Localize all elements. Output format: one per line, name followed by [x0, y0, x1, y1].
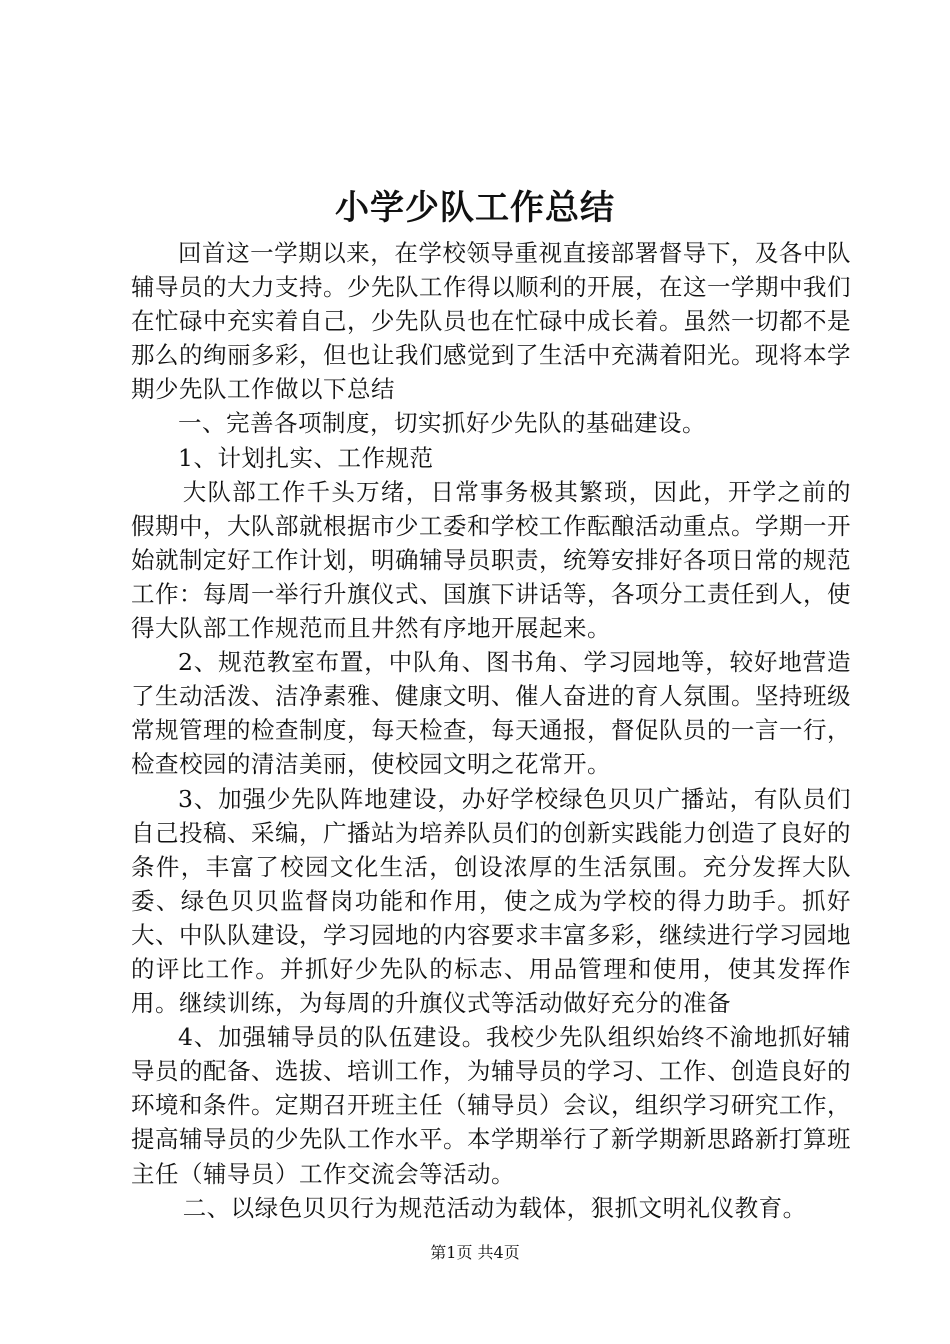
- paragraph-counselors: 4、加强辅导员的队伍建设。我校少先队组织始终不渝地抓好辅导员的配备、选拔、培训工作，为辅导员的学习、工作、创造良好的环境和条件。定期召开班主任（辅导员）会议，组织学习研究工作，提高辅导员的少先队工作水平。本学期举行了新学期新思路新打算班主任（辅导员）工作交流会等活动。: [131, 1023, 851, 1188]
- paragraph-classroom: 2、规范教室布置，中队角、图书角、学习园地等，较好地营造了生动活泼、洁净素雅、健康文明、催人奋进的育人氛围。坚持班级常规管理的检查制度，每天检查，每天通报，督促队员的一言一行，检查校园的清洁美丽，使校园文明之花常开。: [131, 648, 851, 779]
- subheading-1: 1、计划扎实、工作规范: [178, 443, 434, 472]
- paragraph-planning: 大队部工作千头万绪，日常事务极其繁琐，因此，开学之前的假期中，大队部就根据市少工委和学校工作酝酿活动重点。学期一开始就制定好工作计划，明确辅导员职责，统筹安排好各项日常的规范工作：每周一举行升旗仪式、国旗下讲话等，各项分工责任到人，使得大队部工作规范而且井然有序地开展起来。: [131, 477, 851, 643]
- document-body: [131, 236, 851, 1225]
- paragraph-broadcast: 3、加强少先队阵地建设，办好学校绿色贝贝广播站，有队员们自己投稿、采编，广播站为培养队员们的创新实践能力创造了良好的条件，丰富了校园文化生活，创设浓厚的生活氛围。充分发挥大队委、绿色贝贝监督岗功能和作用，使之成为学校的得力助手。抓好大、中队队建设，学习园地的内容要求丰富多彩，继续进行学习园地的评比工作。并抓好少先队的标志、用品管理和使用，使其发挥作用。继续训练，为每周的升旗仪式等活动做好充分的准备: [131, 784, 851, 1018]
- section-heading-1: 一、完善各项制度，切实抓好少先队的基础建设。: [178, 409, 706, 438]
- section-heading-2: 二、以绿色贝贝行为规范活动为载体，狠抓文明礼仪教育。: [182, 1193, 807, 1222]
- page-footer: 第1页 共4页: [430, 1243, 520, 1262]
- paragraph-intro: 回首这一学期以来，在学校领导重视直接部署督导下，及各中队辅导员的大力支持。少先队工作得以顺利的开展，在这一学期中我们在忙碌中充实着自己，少先队员也在忙碌中成长着。虽然一切都不是那么的绚丽多彩，但也让我们感觉到了生活中充满着阳光。现将本学期少先队工作做以下总结: [131, 239, 851, 404]
- document-title: 小学少队工作总结: [335, 188, 615, 228]
